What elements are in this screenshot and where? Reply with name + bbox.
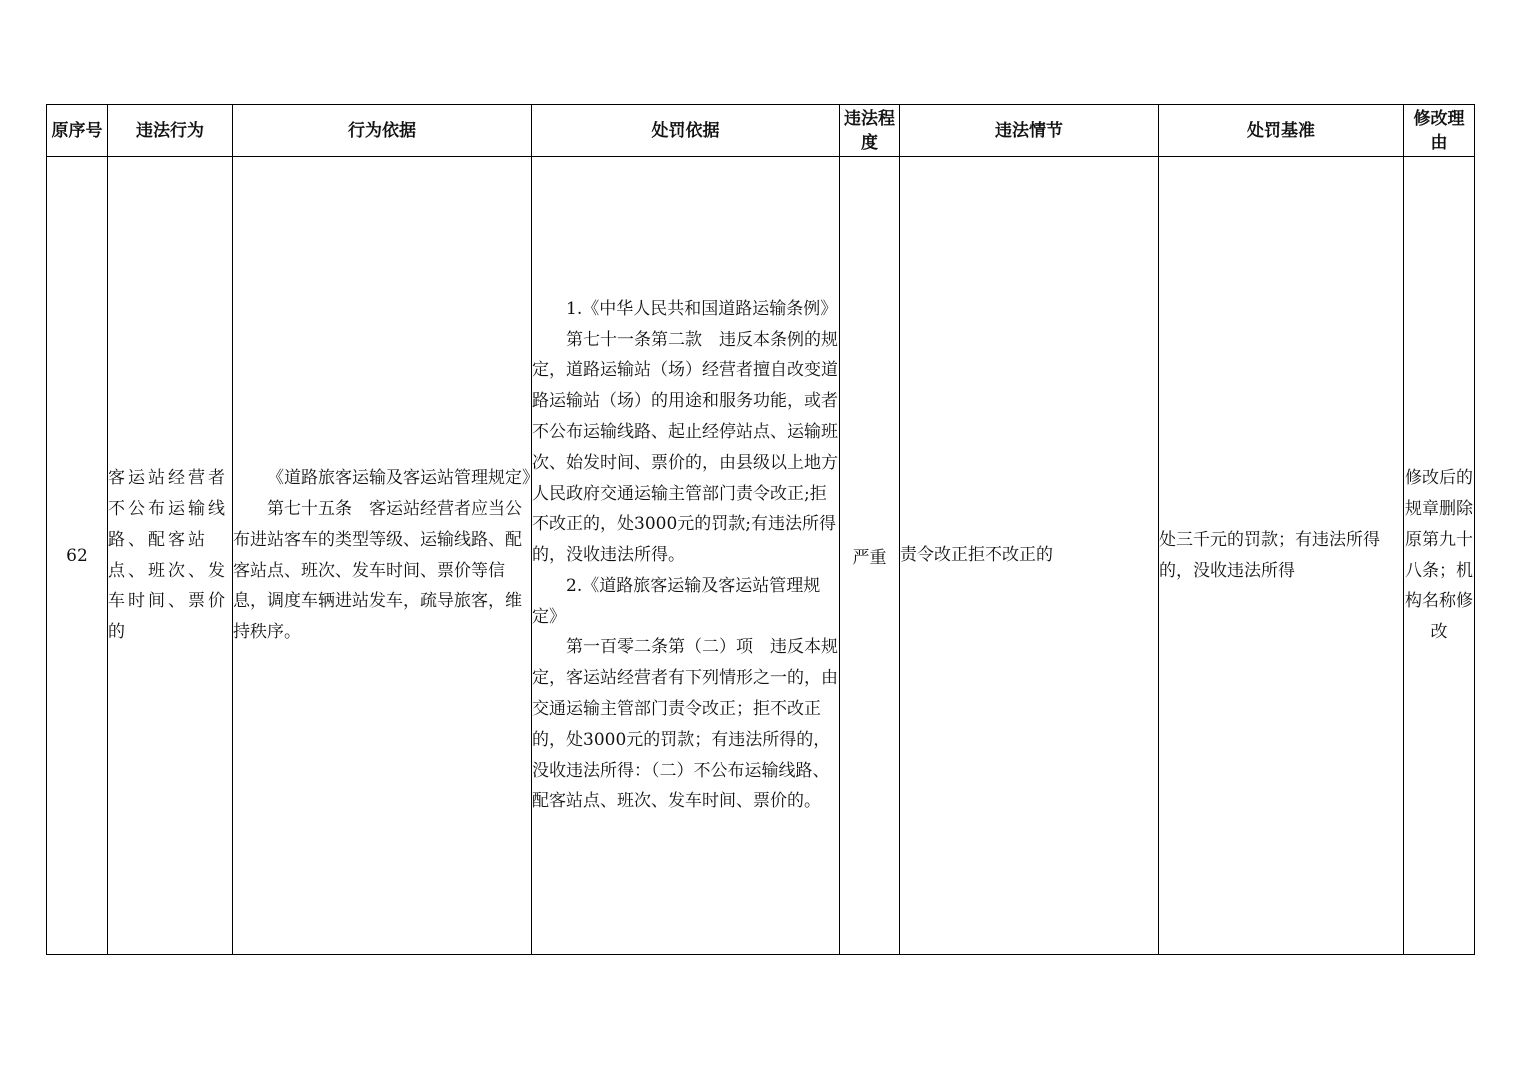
header-penalty-basis: 处罚依据 [532, 105, 840, 157]
penalty-item1-body: 第七十一条第二款 违反本条例的规定，道路运输站（场）经营者擅自改变道路运输站（场）的用途和服务功能，或者不公布运输线路、起止经停站点、运输班次、始发时间、票价的，由县级以上地方人民政府交通运输主管部门责令改正;拒不改正的，处3000元的罚款;有违法所得的，没收违法所得。 [532, 329, 838, 566]
basis-title: 《道路旅客运输及客运站管理规定》 [267, 468, 539, 489]
penalty-item1-title: 1.《中华人民共和国道路运输条例》 [566, 298, 838, 319]
cell-behavior: 客运站经营者不公布运输线路、配客站点、班次、发车时间、票价的 [108, 157, 233, 955]
cell-circumstance: 责令改正拒不改正的 [900, 157, 1159, 955]
cell-penalty-basis [532, 157, 840, 955]
cell-degree: 严重 [840, 157, 900, 955]
header-reason: 修改理由 [1404, 105, 1475, 157]
basis-body: 第七十五条 客运站经营者应当公布进站客车的类型等级、运输线路、配客站点、班次、发车时间、票价等信息，调度车辆进站发车，疏导旅客，维持秩序。 [233, 498, 522, 643]
header-circumstance: 违法情节 [900, 105, 1159, 157]
header-row [47, 105, 1475, 157]
header-degree: 违法程度 [840, 105, 900, 157]
penalty-standard-table [46, 104, 1475, 955]
header-no: 原序号 [47, 105, 108, 157]
penalty-item2-body: 第一百零二条第（二）项 违反本规定，客运站经营者有下列情形之一的，由交通运输主管部门责令改正；拒不改正的，处3000元的罚款；有违法所得的，没收违法所得：（二）不公布运输线路、配客站点、班次、发车时间、票价的。 [532, 637, 838, 812]
cell-standard: 处三千元的罚款；有违法所得的，没收违法所得 [1159, 157, 1404, 955]
header-basis: 行为依据 [233, 105, 532, 157]
cell-reason: 修改后的规章删除原第九十八条；机构名称修改 [1404, 157, 1475, 955]
table-row [47, 157, 1475, 955]
cell-no: 62 [47, 157, 108, 955]
penalty-item2-title: 2.《道路旅客运输及客运站管理规定》 [532, 575, 821, 627]
header-behavior: 违法行为 [108, 105, 233, 157]
cell-basis [233, 157, 539, 955]
header-standard: 处罚基准 [1159, 105, 1404, 157]
